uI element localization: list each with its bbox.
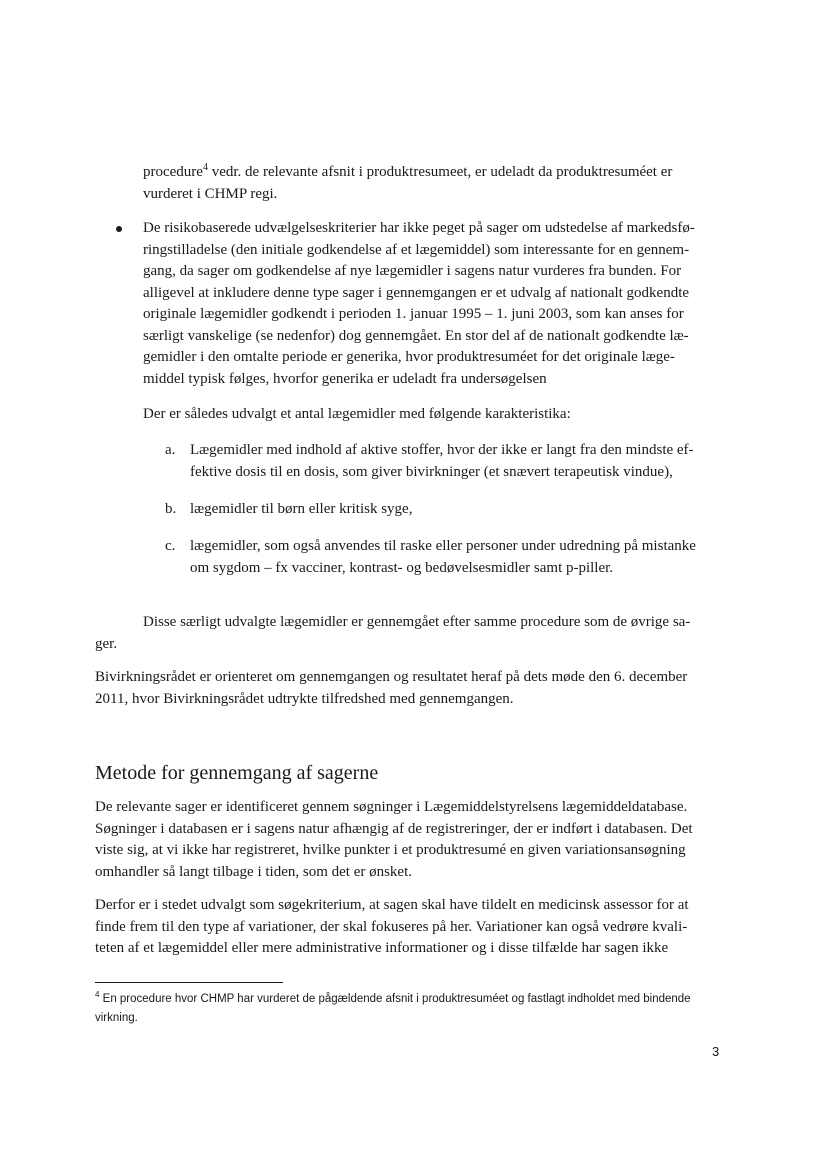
footnote-4: [95, 990, 730, 1028]
text-line: De risikobaserede udvælgelseskriterier har ikke peget på sager om udstedelse af markedsfø-: [143, 220, 695, 236]
footnote-line1: En procedure hvor CHMP har vurderet de pågældende afsnit i produktresuméet og fastlagt indholdet med bindende: [99, 993, 691, 1005]
text-line: særligt vanskelige (se nedenfor) dog gennemgået. En stor del af de nationalt godkendte læ-: [143, 327, 689, 344]
text-line: ger.: [95, 635, 118, 652]
footnote-ref-4[interactable]: 4: [202, 162, 208, 173]
procedure-line2: vurderet i CHMP regi.: [143, 185, 278, 202]
text-line: finde frem til den type af variationer, der skal fokuseres på her. Variationer kan også vedrøre kvali-: [95, 918, 688, 935]
text-line: teten af et lægemiddel eller mere administrative informationer og i disse tilfælde har sagen ikke: [95, 940, 669, 956]
text-line: gemidler i den omtalte periode er generika, hvor produktresuméet for det originale læge-: [143, 349, 675, 365]
paragraph-risk-criteria: [143, 218, 743, 390]
text-line: Disse særligt udvalgte lægemidler er gennemgået efter samme procedure som de øvrige sa-: [143, 614, 691, 630]
text-line: De relevante sager er identificeret gennem søgninger i Lægemiddelstyrelsens lægemiddeldatabase.: [95, 799, 688, 815]
list-item-text: [190, 499, 742, 521]
procedure-line1-rest: vedr. de relevante afsnit i produktresumeet, er udeladt da produktresuméet er: [207, 164, 673, 180]
page-number: 3: [712, 1044, 720, 1059]
text-line: lægemidler, som også anvendes til raske eller personer under udredning på mistanke: [190, 538, 696, 554]
list-item-text: [190, 536, 742, 579]
paragraph-search-criterion: [95, 895, 745, 960]
text-line: originale lægemidler godkendt i perioden 1. januar 1995 – 1. juni 2003, som kan anses for: [143, 306, 684, 322]
list-marker: c.: [165, 538, 176, 554]
text-line: middel typisk følges, hvorfor generika er udeladt fra undersøgelsen: [143, 370, 547, 387]
footnote-marker: 4: [95, 990, 100, 1000]
text-line: om sygdom – fx vacciner, kontrast- og bedøvelsesmidler samt p-piller.: [190, 559, 614, 576]
text-line: viste sig, at vi ikke har registreret, hvilke punkter i et produktresumé en given variationsansøgning: [95, 842, 686, 858]
paragraph-relevant-cases: [95, 797, 745, 883]
paragraph-list-intro: Der er således udvalgt et antal lægemidler med følgende karakteristika:: [143, 406, 571, 422]
text-line: lægemidler til børn eller kritisk syge,: [190, 501, 413, 517]
list-marker: b.: [165, 501, 177, 517]
paragraph-selected-medicines: [95, 612, 745, 655]
text-line: Søgninger i databasen er i sagens natur afhængig af de registreringer, der er indført i databasen. Det: [95, 820, 693, 837]
text-line: fektive dosis til en dosis, som giver bivirkninger (et snævert terapeutisk vindue),: [190, 463, 673, 480]
text-line: gang, da sager om godkendelse af nye lægemidler i sagens natur vurderes fra bunden. For: [143, 263, 682, 279]
paragraph-procedure: [143, 162, 743, 205]
text-line: Lægemidler med indhold af aktive stoffer, hvor der ikke er langt fra den mindste ef-: [190, 442, 694, 458]
text-line: alligevel at inkludere denne type sager i gennemgangen er et udvalg af nationalt godkendte: [143, 284, 690, 301]
text-line: Derfor er i stedet udvalgt som søgekriterium, at sagen skal have tildelt en medicinsk assessor for at: [95, 897, 689, 913]
text-line: omhandler så langt tilbage i tiden, som det er ønsket.: [95, 863, 413, 880]
list-marker: a.: [165, 442, 176, 458]
bullet-icon: [116, 226, 122, 232]
text-line: Bivirkningsrådet er orienteret om gennemgangen og resultatet heraf på dets møde den 6. december: [95, 669, 688, 685]
text-line: 2011, hvor Bivirkningsrådet udtrykte tilfredshed med gennemgangen.: [95, 690, 514, 707]
footnote-separator: [95, 982, 283, 983]
footnote-line2: virkning.: [95, 1012, 138, 1024]
list-item-text: [190, 440, 742, 483]
paragraph-adverse-council: [95, 667, 745, 710]
procedure-word: procedure: [143, 164, 203, 180]
section-heading: Metode for gennemgang af sagerne: [95, 762, 379, 784]
text-line: ringstilladelse (den initiale godkendelse af et lægemiddel) som interessante for en gennem-: [143, 241, 690, 258]
